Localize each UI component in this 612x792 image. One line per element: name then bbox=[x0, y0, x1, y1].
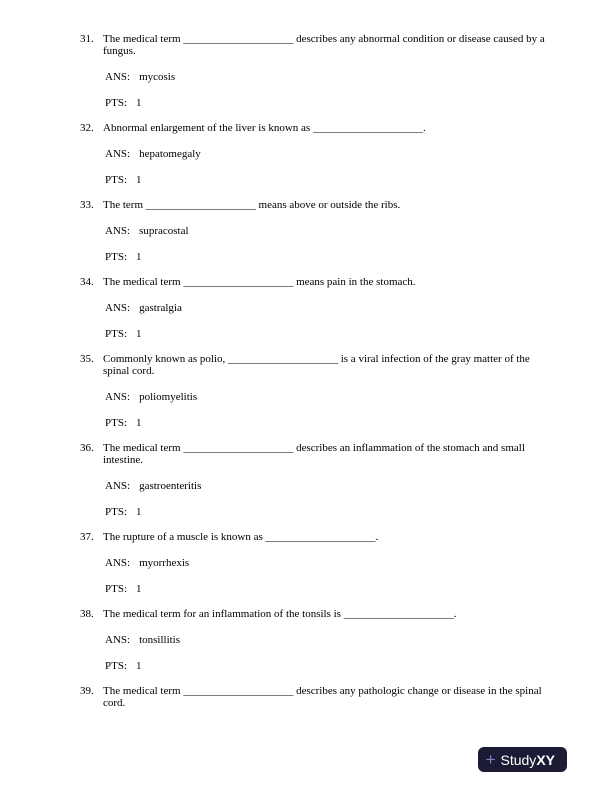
question-text: The medical term ____________________ describes an inflammation of the stomach and small intestine. bbox=[103, 442, 525, 466]
points-value: 1 bbox=[136, 328, 142, 340]
pts-label: PTS: bbox=[105, 251, 128, 263]
question-text: The medical term ____________________ describes any abnormal condition or disease caused by a fungus. bbox=[103, 33, 545, 57]
points-value: 1 bbox=[136, 660, 142, 672]
points-line bbox=[80, 506, 552, 518]
answer-line bbox=[80, 302, 552, 314]
question-number: 33. bbox=[80, 199, 94, 211]
question-row bbox=[80, 608, 552, 620]
pts-label: PTS: bbox=[105, 97, 128, 109]
question-text: The medical term ____________________ describes any pathologic change or disease in the spinal cord. bbox=[103, 685, 542, 709]
answer-line bbox=[80, 225, 552, 237]
pts-label: PTS: bbox=[105, 660, 128, 672]
logo-text-xy: XY bbox=[536, 751, 555, 768]
ans-label: ANS: bbox=[105, 391, 131, 403]
answer-value: supracostal bbox=[139, 225, 189, 237]
ans-label: ANS: bbox=[105, 148, 131, 160]
question-number: 34. bbox=[80, 276, 94, 288]
question-block bbox=[80, 276, 552, 340]
points-value: 1 bbox=[136, 417, 142, 429]
answer-value: gastralgia bbox=[139, 302, 182, 314]
question-number: 32. bbox=[80, 122, 94, 134]
question-row bbox=[80, 122, 552, 134]
question-block bbox=[80, 122, 552, 186]
answer-value: gastroenteritis bbox=[139, 480, 202, 492]
question-row bbox=[80, 276, 552, 288]
question-block bbox=[80, 442, 552, 518]
points-line bbox=[80, 583, 552, 595]
points-line bbox=[80, 660, 552, 672]
answer-value: poliomyelitis bbox=[139, 391, 198, 403]
question-text: The medical term ____________________ means pain in the stomach. bbox=[103, 276, 416, 288]
pts-label: PTS: bbox=[105, 417, 128, 429]
ans-label: ANS: bbox=[105, 225, 131, 237]
plus-icon: + bbox=[485, 750, 496, 769]
logo-text-study: Study bbox=[500, 751, 537, 768]
question-row bbox=[80, 353, 552, 377]
ans-label: ANS: bbox=[105, 71, 131, 83]
question-text: The medical term for an inflammation of the tonsils is ____________________. bbox=[103, 608, 457, 620]
question-text: The rupture of a muscle is known as ____________________. bbox=[103, 531, 379, 543]
points-line bbox=[80, 328, 552, 340]
answer-line bbox=[80, 148, 552, 160]
question-number: 38. bbox=[80, 608, 94, 620]
answer-value: hepatomegaly bbox=[139, 148, 201, 160]
answer-line bbox=[80, 557, 552, 569]
answer-value: tonsillitis bbox=[139, 634, 181, 646]
points-value: 1 bbox=[136, 97, 142, 109]
question-block bbox=[80, 33, 552, 109]
question-number: 36. bbox=[80, 442, 94, 454]
question-block bbox=[80, 199, 552, 263]
studyxy-logo bbox=[478, 747, 567, 772]
points-value: 1 bbox=[136, 583, 142, 595]
pts-label: PTS: bbox=[105, 174, 128, 186]
ans-label: ANS: bbox=[105, 634, 131, 646]
answer-value: myorrhexis bbox=[139, 557, 190, 569]
question-number: 37. bbox=[80, 531, 94, 543]
question-text: Abnormal enlargement of the liver is known as ____________________. bbox=[103, 122, 426, 134]
points-value: 1 bbox=[136, 251, 142, 263]
ans-label: ANS: bbox=[105, 557, 131, 569]
points-line bbox=[80, 97, 552, 109]
question-block bbox=[80, 608, 552, 672]
points-value: 1 bbox=[136, 506, 142, 518]
question-row bbox=[80, 442, 552, 466]
answer-value: mycosis bbox=[139, 71, 176, 83]
question-block bbox=[80, 685, 552, 709]
points-line bbox=[80, 174, 552, 186]
points-line bbox=[80, 251, 552, 263]
question-number: 31. bbox=[80, 33, 94, 45]
points-value: 1 bbox=[136, 174, 142, 186]
question-block bbox=[80, 531, 552, 595]
answer-line bbox=[80, 391, 552, 403]
ans-label: ANS: bbox=[105, 480, 131, 492]
question-row bbox=[80, 199, 552, 211]
question-number: 39. bbox=[80, 685, 94, 697]
pts-label: PTS: bbox=[105, 506, 128, 518]
question-row bbox=[80, 531, 552, 543]
question-text: Commonly known as polio, ____________________ is a viral infection of the gray matter of the spinal cord. bbox=[103, 353, 530, 377]
answer-line bbox=[80, 634, 552, 646]
ans-label: ANS: bbox=[105, 302, 131, 314]
question-number: 35. bbox=[80, 353, 94, 365]
points-line bbox=[80, 417, 552, 429]
question-block bbox=[80, 353, 552, 429]
pts-label: PTS: bbox=[105, 583, 128, 595]
question-row bbox=[80, 685, 552, 709]
question-text: The term ____________________ means above or outside the ribs. bbox=[103, 199, 401, 211]
answer-line bbox=[80, 71, 552, 83]
answer-line bbox=[80, 480, 552, 492]
question-row bbox=[80, 33, 552, 57]
pts-label: PTS: bbox=[105, 328, 128, 340]
